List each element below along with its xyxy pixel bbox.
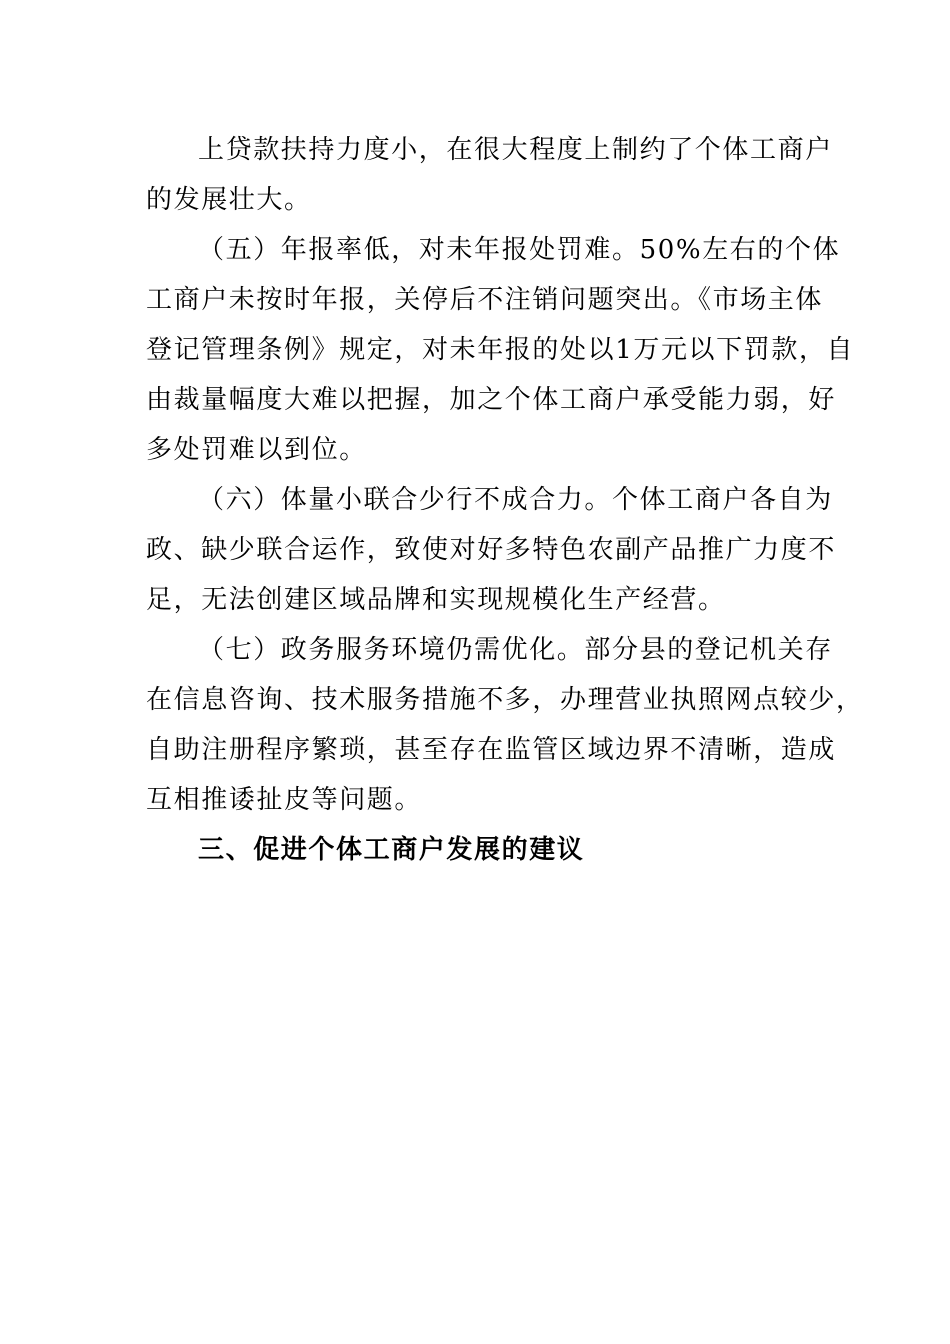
paragraph-line: 由裁量幅度大难以把握，加之个体工商户承受能力弱，好 xyxy=(146,385,837,415)
paragraph-loan-support xyxy=(146,125,833,225)
paragraph-small-scale xyxy=(146,475,837,625)
paragraph-line: 在信息咨询、技术服务措施不多，办理营业执照网点较少， xyxy=(146,685,864,715)
paragraph-line: 上贷款扶持力度小，在很大程度上制约了个体工商户 xyxy=(198,135,833,165)
paragraph-line: 政、缺少联合运作，致使对好多特色农副产品推广力度不 xyxy=(146,535,837,565)
paragraph-line: 自助注册程序繁琐，甚至存在监管区域边界不清晰，造成 xyxy=(146,735,837,765)
section-heading: 三、促进个体工商户发展的建议 xyxy=(198,835,585,865)
paragraph-line: （六）体量小联合少行不成合力。个体工商户各自为 xyxy=(198,485,833,515)
paragraph-line: 互相推诿扯皮等问题。 xyxy=(146,785,423,815)
paragraph-line: 足，无法创建区域品牌和实现规模化生产经营。 xyxy=(146,585,726,615)
paragraph-line: （五）年报率低，对未年报处罚难。50%左右的个体 xyxy=(198,235,841,265)
paragraph-government-service xyxy=(146,625,864,825)
paragraph-line: 的发展壮大。 xyxy=(146,185,312,215)
document-body xyxy=(146,125,864,875)
paragraph-line: 工商户未按时年报，关停后不注销问题突出。《市场主体 xyxy=(146,285,824,315)
paragraph-line: （七）政务服务环境仍需优化。部分县的登记机关存 xyxy=(198,635,833,665)
paragraph-annual-report xyxy=(146,225,855,475)
paragraph-line: 登记管理条例》规定，对未年报的处以1万元以下罚款，自 xyxy=(146,335,855,365)
paragraph-line: 多处罚难以到位。 xyxy=(146,435,367,465)
